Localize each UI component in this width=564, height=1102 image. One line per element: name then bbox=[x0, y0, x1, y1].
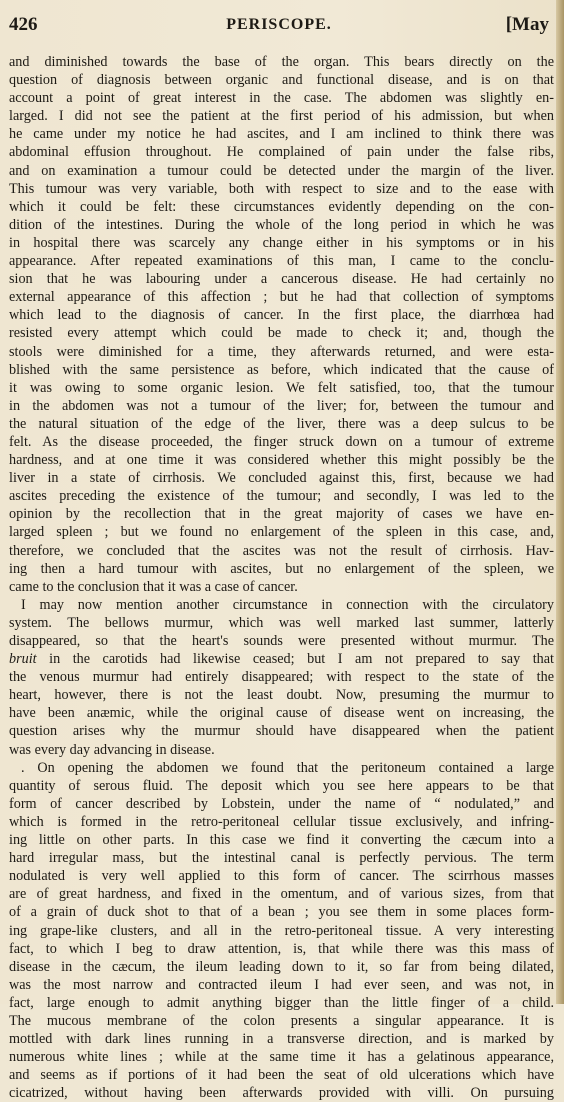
text-line: blished with the same persistence as before, which indicated that the cause of bbox=[9, 361, 554, 378]
text-line: appearance. After repeated examinations of this man, I came to the conclu- bbox=[9, 253, 554, 270]
text-line: ing little on other parts. In this case we find it converting the cæcum into a bbox=[9, 832, 554, 849]
text-line: felt. As the disease proceeded, the finger struck down on a tumour of extreme bbox=[9, 433, 554, 450]
text-line: and diminished towards the base of the organ. This bears directly on the bbox=[9, 54, 554, 70]
text-line: quantity of serous fluid. The deposit which you see here appears to be that bbox=[9, 777, 554, 794]
text-line: question arises why the murmur should have disappeared when the patient bbox=[9, 723, 554, 740]
text-line: dition of the intestines. During the whole of the long period in which he was bbox=[9, 216, 554, 233]
text-line: fact, to which I beg to draw attention, is, that while there was this mass of bbox=[9, 940, 554, 957]
page-header bbox=[9, 14, 549, 40]
month-label: [May bbox=[505, 14, 549, 35]
text-line: stools were diminished for a time, they afterwards returned, and were esta- bbox=[9, 343, 554, 360]
text-line: hard irregular mass, but the intestinal canal is perfectly pervious. The term bbox=[9, 850, 554, 867]
text-line: which is formed in the retro-peritoneal cellular tissue exclusively, and infring- bbox=[9, 813, 554, 830]
body-text bbox=[9, 53, 554, 1102]
page-edge bbox=[556, 0, 564, 1004]
text-line: hardness, and at one time it was considered whether this might possibly be the bbox=[9, 452, 554, 469]
text-line: abdominal effusion throughout. He complained of pain under the false ribs, bbox=[9, 144, 554, 161]
text-line: form of cancer described by Lobstein, under the name of “ nodulated,” and bbox=[9, 795, 554, 812]
text-line: disappeared, so that the heart's sounds were presented without murmur. The bbox=[9, 633, 554, 649]
text-line: resisted every attempt which could be made to check it; and, though the bbox=[9, 325, 554, 342]
text-line: This tumour was very variable, both with respect to size and to the ease with bbox=[9, 180, 554, 197]
text-line: sion that he was labouring under a cancerous disease. He had certainly no bbox=[9, 271, 554, 288]
text-line: account a point of great interest in the case. The abdomen was slightly en- bbox=[9, 90, 554, 107]
text-line: heart, however, there is not the least doubt. Now, presuming the murmur to bbox=[9, 687, 554, 704]
text-line: came to the conclusion that it was a case of cancer. bbox=[9, 578, 298, 595]
text-line: ing grape-like clusters, and all in the retro-peritoneal tissue. A very interesting bbox=[9, 922, 554, 939]
text-line: which lead to the diagnosis of cancer. In the first place, the diarrhœa had bbox=[9, 307, 554, 324]
text-line: cicatrized, without having been afterwards provided with villi. On pursuing bbox=[9, 1085, 554, 1102]
text-line: was every day advancing in disease. bbox=[9, 741, 215, 758]
text-line: in the abdomen was not a tumour of the liver; for, between the tumour and bbox=[9, 397, 554, 414]
text-line: larged. I did not see the patient at the first period of his admission, but when bbox=[9, 108, 554, 125]
text-line: larged spleen ; but we found no enlargement of the spleen in this case, and, bbox=[9, 524, 554, 541]
text-line: in hospital there was scarcely any change either in his symptoms or in his bbox=[9, 234, 554, 251]
text-line: of a grain of duck shot to that of a bean ; you see them in some places form- bbox=[9, 904, 554, 921]
text-line: mottled with dark lines running in a transverse direction, and is marked by bbox=[9, 1031, 554, 1048]
text-line: external appearance of this affection ; but he had that collection of symptoms bbox=[9, 289, 554, 306]
text-line: disease in the cæcum, the ileum leading down to it, so far from being dilated, bbox=[9, 958, 554, 975]
text-line: nodulated is very well applied to this form of cancer. The scirrhous masses bbox=[9, 868, 554, 885]
text-line: opinion by the recollection that in the great majority of cases we have en- bbox=[9, 506, 554, 523]
text-line: . On opening the abdomen we found that the peritoneum contained a large bbox=[21, 759, 554, 776]
text-line: are of great hardness, and fixed in the omentum, and of various sizes, from that bbox=[9, 886, 554, 903]
text-line: ascites preceding the existence of the tumour; and secondly, I was led to the bbox=[9, 488, 554, 505]
text-line: system. The bellows murmur, which was well marked last summer, latterly bbox=[9, 614, 554, 631]
text-line: and seems as if portions of it had been the seat of old ulcerations which have bbox=[9, 1067, 554, 1084]
text-line: and on examination a tumour could be detected under the margin of the liver. bbox=[9, 162, 554, 179]
text-line: which it could be felt: these circumstances evidently depending on the con- bbox=[9, 198, 554, 215]
text-line: fact, large enough to admit anything bigger than the little finger of a child. bbox=[9, 994, 554, 1011]
text-line: numerous white lines ; while at the same time it has a gelatinous appearance, bbox=[9, 1049, 554, 1066]
text-line: the venous murmur had entirely disappeared; with respect to the state of the bbox=[9, 669, 554, 686]
text-line: have been anæmic, while the original cause of disease went on increasing, the bbox=[9, 705, 554, 722]
text-line: The mucous membrane of the colon presents a singular appearance. It is bbox=[9, 1012, 554, 1029]
text-line: liver in a state of cirrhosis. We concluded against this, first, because we had bbox=[9, 470, 554, 487]
text-line: ing then a hard tumour with ascites, but no enlargement of the spleen, we bbox=[9, 560, 554, 577]
text-line: the natural situation of the edge of the liver, there was a deep sulcus to be bbox=[9, 415, 554, 432]
running-head: PERISCOPE. bbox=[226, 16, 332, 33]
text-line: bruit in the carotids had likewise ceased; but I am not prepared to say that bbox=[9, 651, 554, 668]
text-line: therefore, we concluded that the ascites was not the result of cirrhosis. Hav- bbox=[9, 542, 554, 559]
text-line: question of diagnosis between organic and functional disease, and is on that bbox=[9, 72, 554, 89]
text-line: he came under my notice he had ascites, and I am inclined to think there was bbox=[9, 126, 554, 143]
page-number: 426 bbox=[9, 14, 38, 35]
text-line: was the most narrow and contracted ileum I had ever seen, and was not, in bbox=[9, 976, 554, 993]
italic-word: bruit bbox=[9, 651, 37, 668]
text-line: I may now mention another circumstance in connection with the circulatory bbox=[21, 596, 554, 613]
text-line: it was owing to some organic lesion. We felt satisfied, too, that the tumour bbox=[9, 379, 554, 396]
